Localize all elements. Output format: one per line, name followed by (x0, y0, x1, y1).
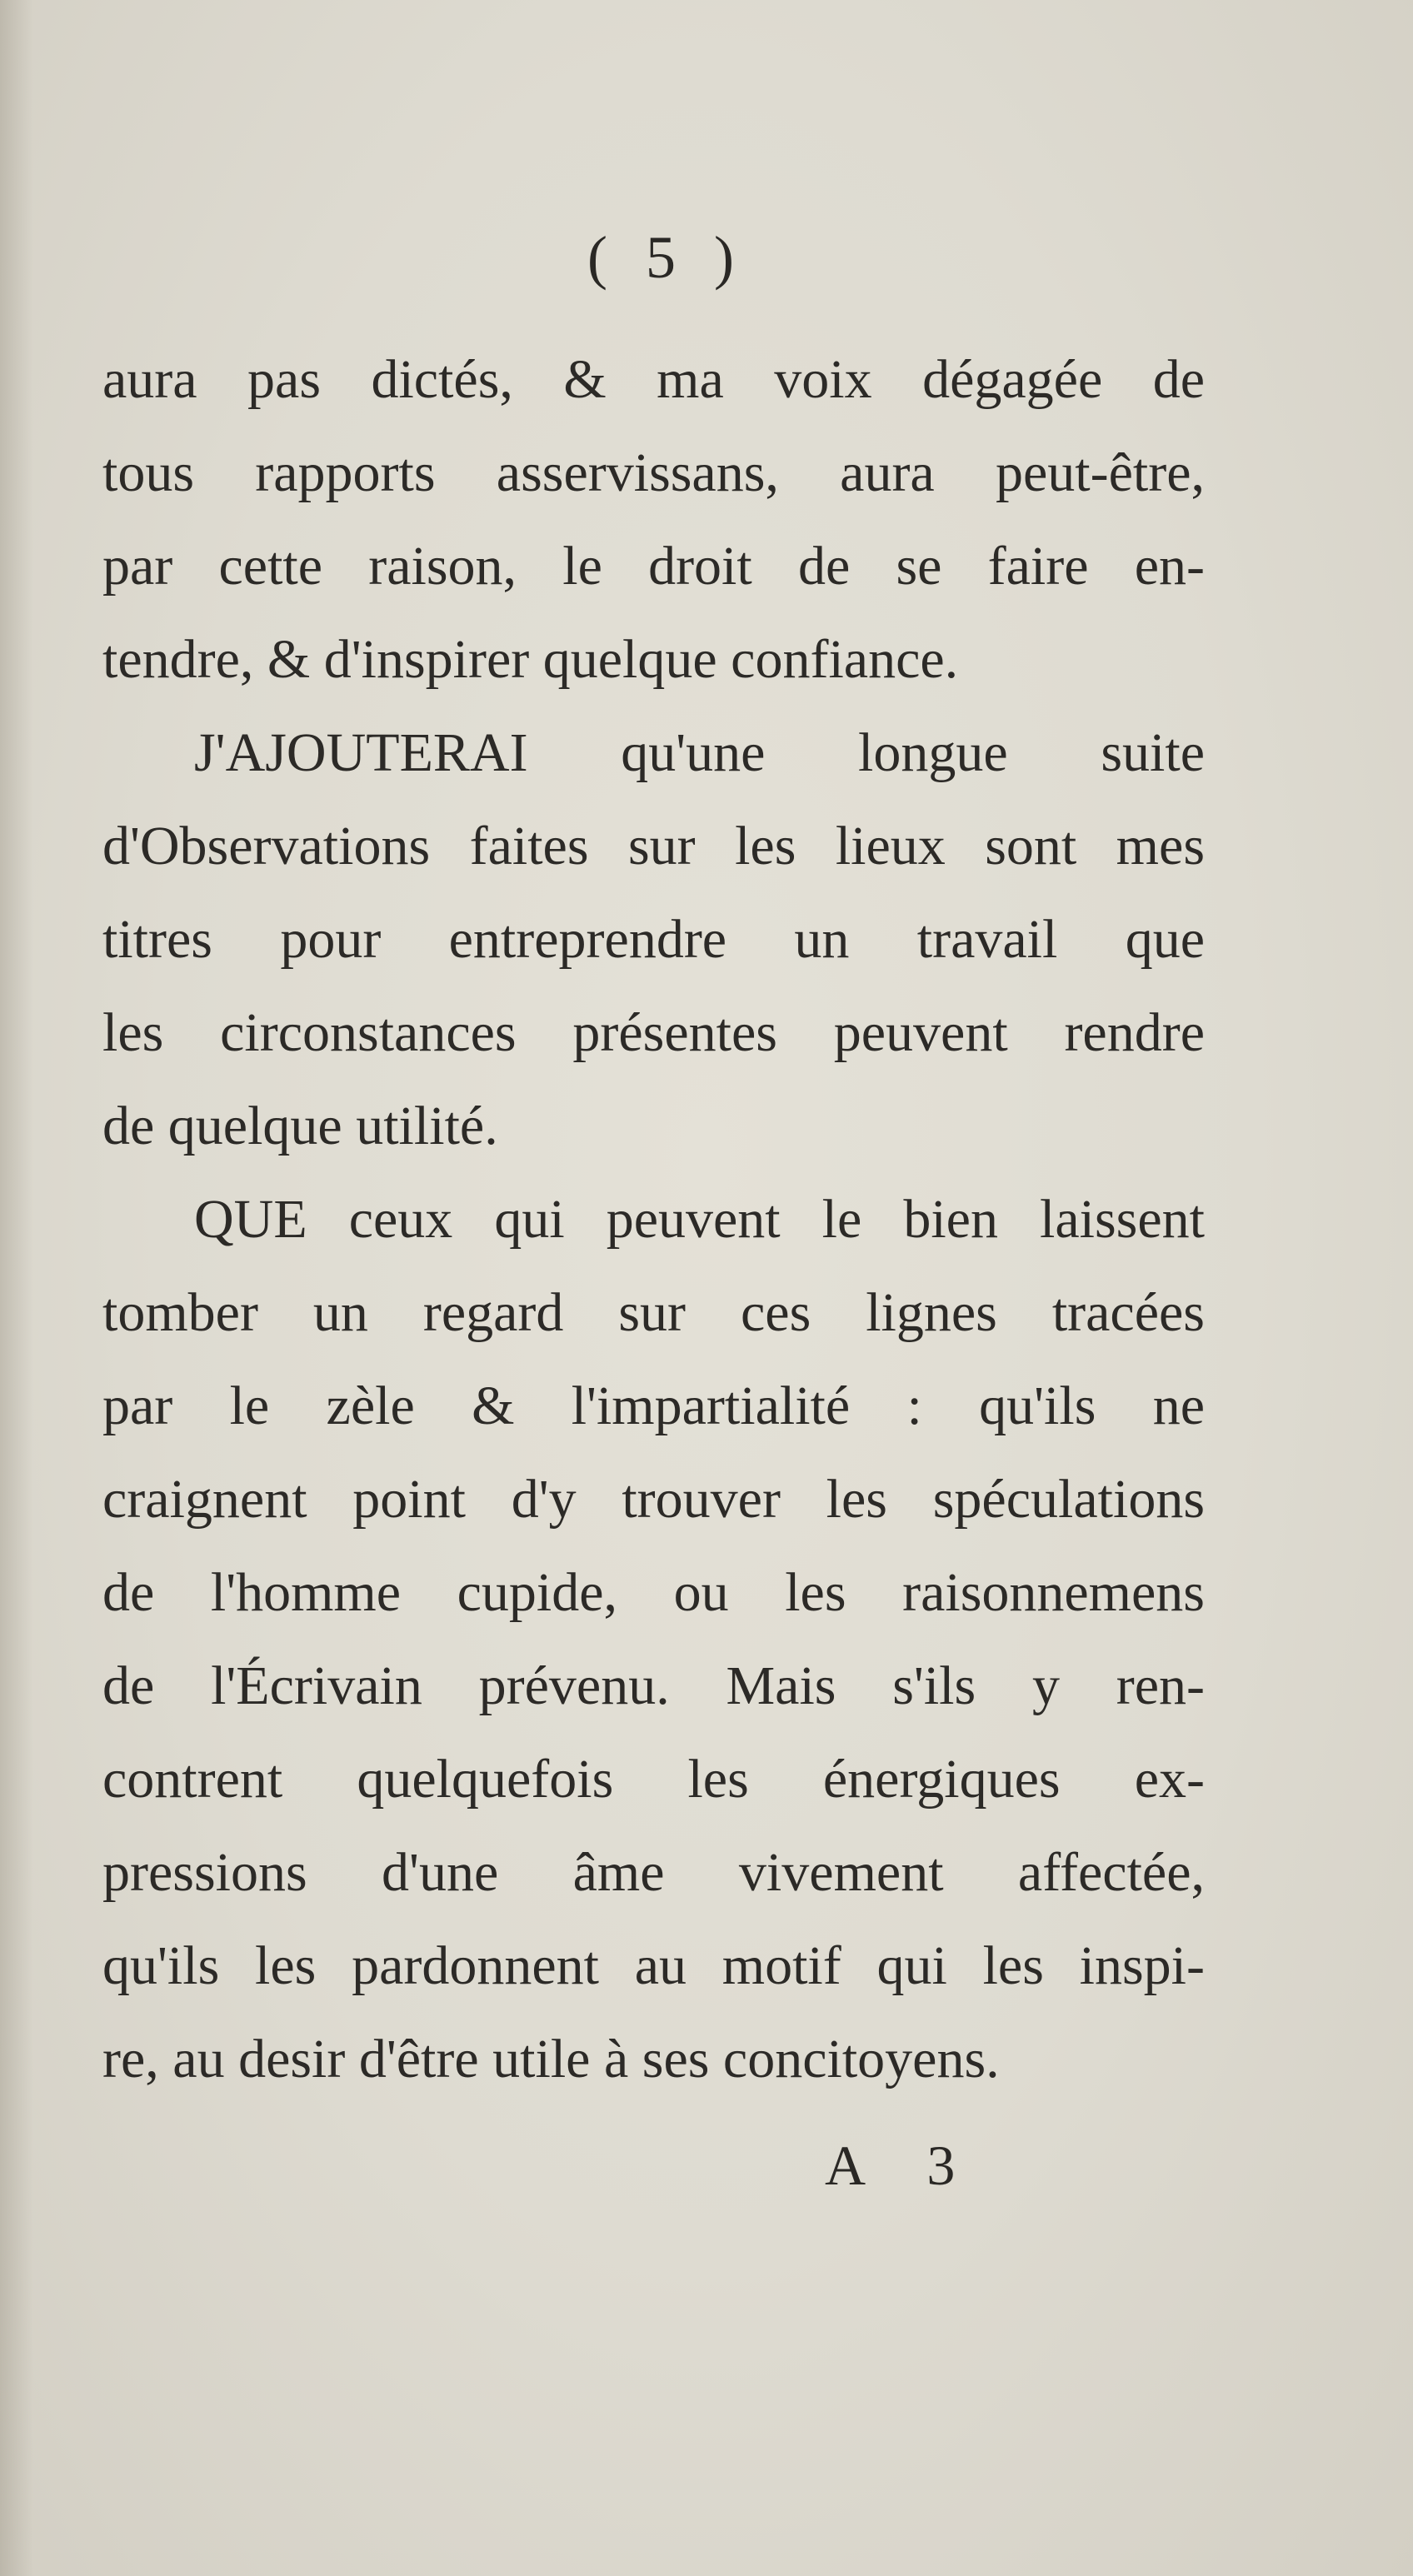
text-line-lead (102, 706, 1205, 800)
paragraph-1 (102, 333, 1205, 706)
text-line: tomber un regard sur ces lignes tracées (102, 1282, 1205, 1343)
page-number: ( 5 ) (587, 224, 746, 291)
text-fragment: ceux qui peuvent le bien laissent (307, 1189, 1205, 1250)
text-line: tous rapports asservissans, aura peut-être, (102, 442, 1205, 503)
body-text (102, 333, 1205, 2106)
text-line: d'Observations faites sur les lieux sont mes (102, 816, 1205, 876)
text-line: les circonstances présentes peuvent rendre (102, 1002, 1205, 1063)
text-line: re, au desir d'être utile à ses concitoyens. (102, 2029, 1000, 2089)
paragraph-3 (102, 1173, 1205, 2106)
text-line: aura pas dictés, & ma voix dégagée de (102, 349, 1205, 410)
signature-mark: A 3 (825, 2134, 981, 2197)
paragraph-2 (102, 706, 1205, 1173)
text-line: de l'homme cupide, ou les raisonnemens (102, 1562, 1205, 1623)
paragraph-lead-word: J'AJOUTERAI (194, 722, 528, 783)
text-line: titres pour entreprendre un travail que (102, 909, 1205, 970)
paragraph-lead-word: QUE (194, 1189, 307, 1250)
text-fragment: qu'une longue suite (527, 722, 1205, 783)
text-line: qu'ils les pardonnent au motif qui les inspi- (102, 1935, 1205, 1996)
text-line: de quelque utilité. (102, 1096, 498, 1156)
text-line: par cette raison, le droit de se faire en- (102, 536, 1205, 597)
text-line: craignent point d'y trouver les spéculations (102, 1469, 1205, 1530)
text-line: contrent quelquefois les énergiques ex- (102, 1749, 1205, 1810)
text-line: pressions d'une âme vivement affectée, (102, 1842, 1205, 1903)
text-line: tendre, & d'inspirer quelque confiance. (102, 629, 959, 690)
text-line-lead (102, 1173, 1205, 1266)
text-line: par le zèle & l'impartialité : qu'ils ne (102, 1375, 1205, 1436)
text-line: de l'Écrivain prévenu. Mais s'ils y ren- (102, 1655, 1205, 1716)
